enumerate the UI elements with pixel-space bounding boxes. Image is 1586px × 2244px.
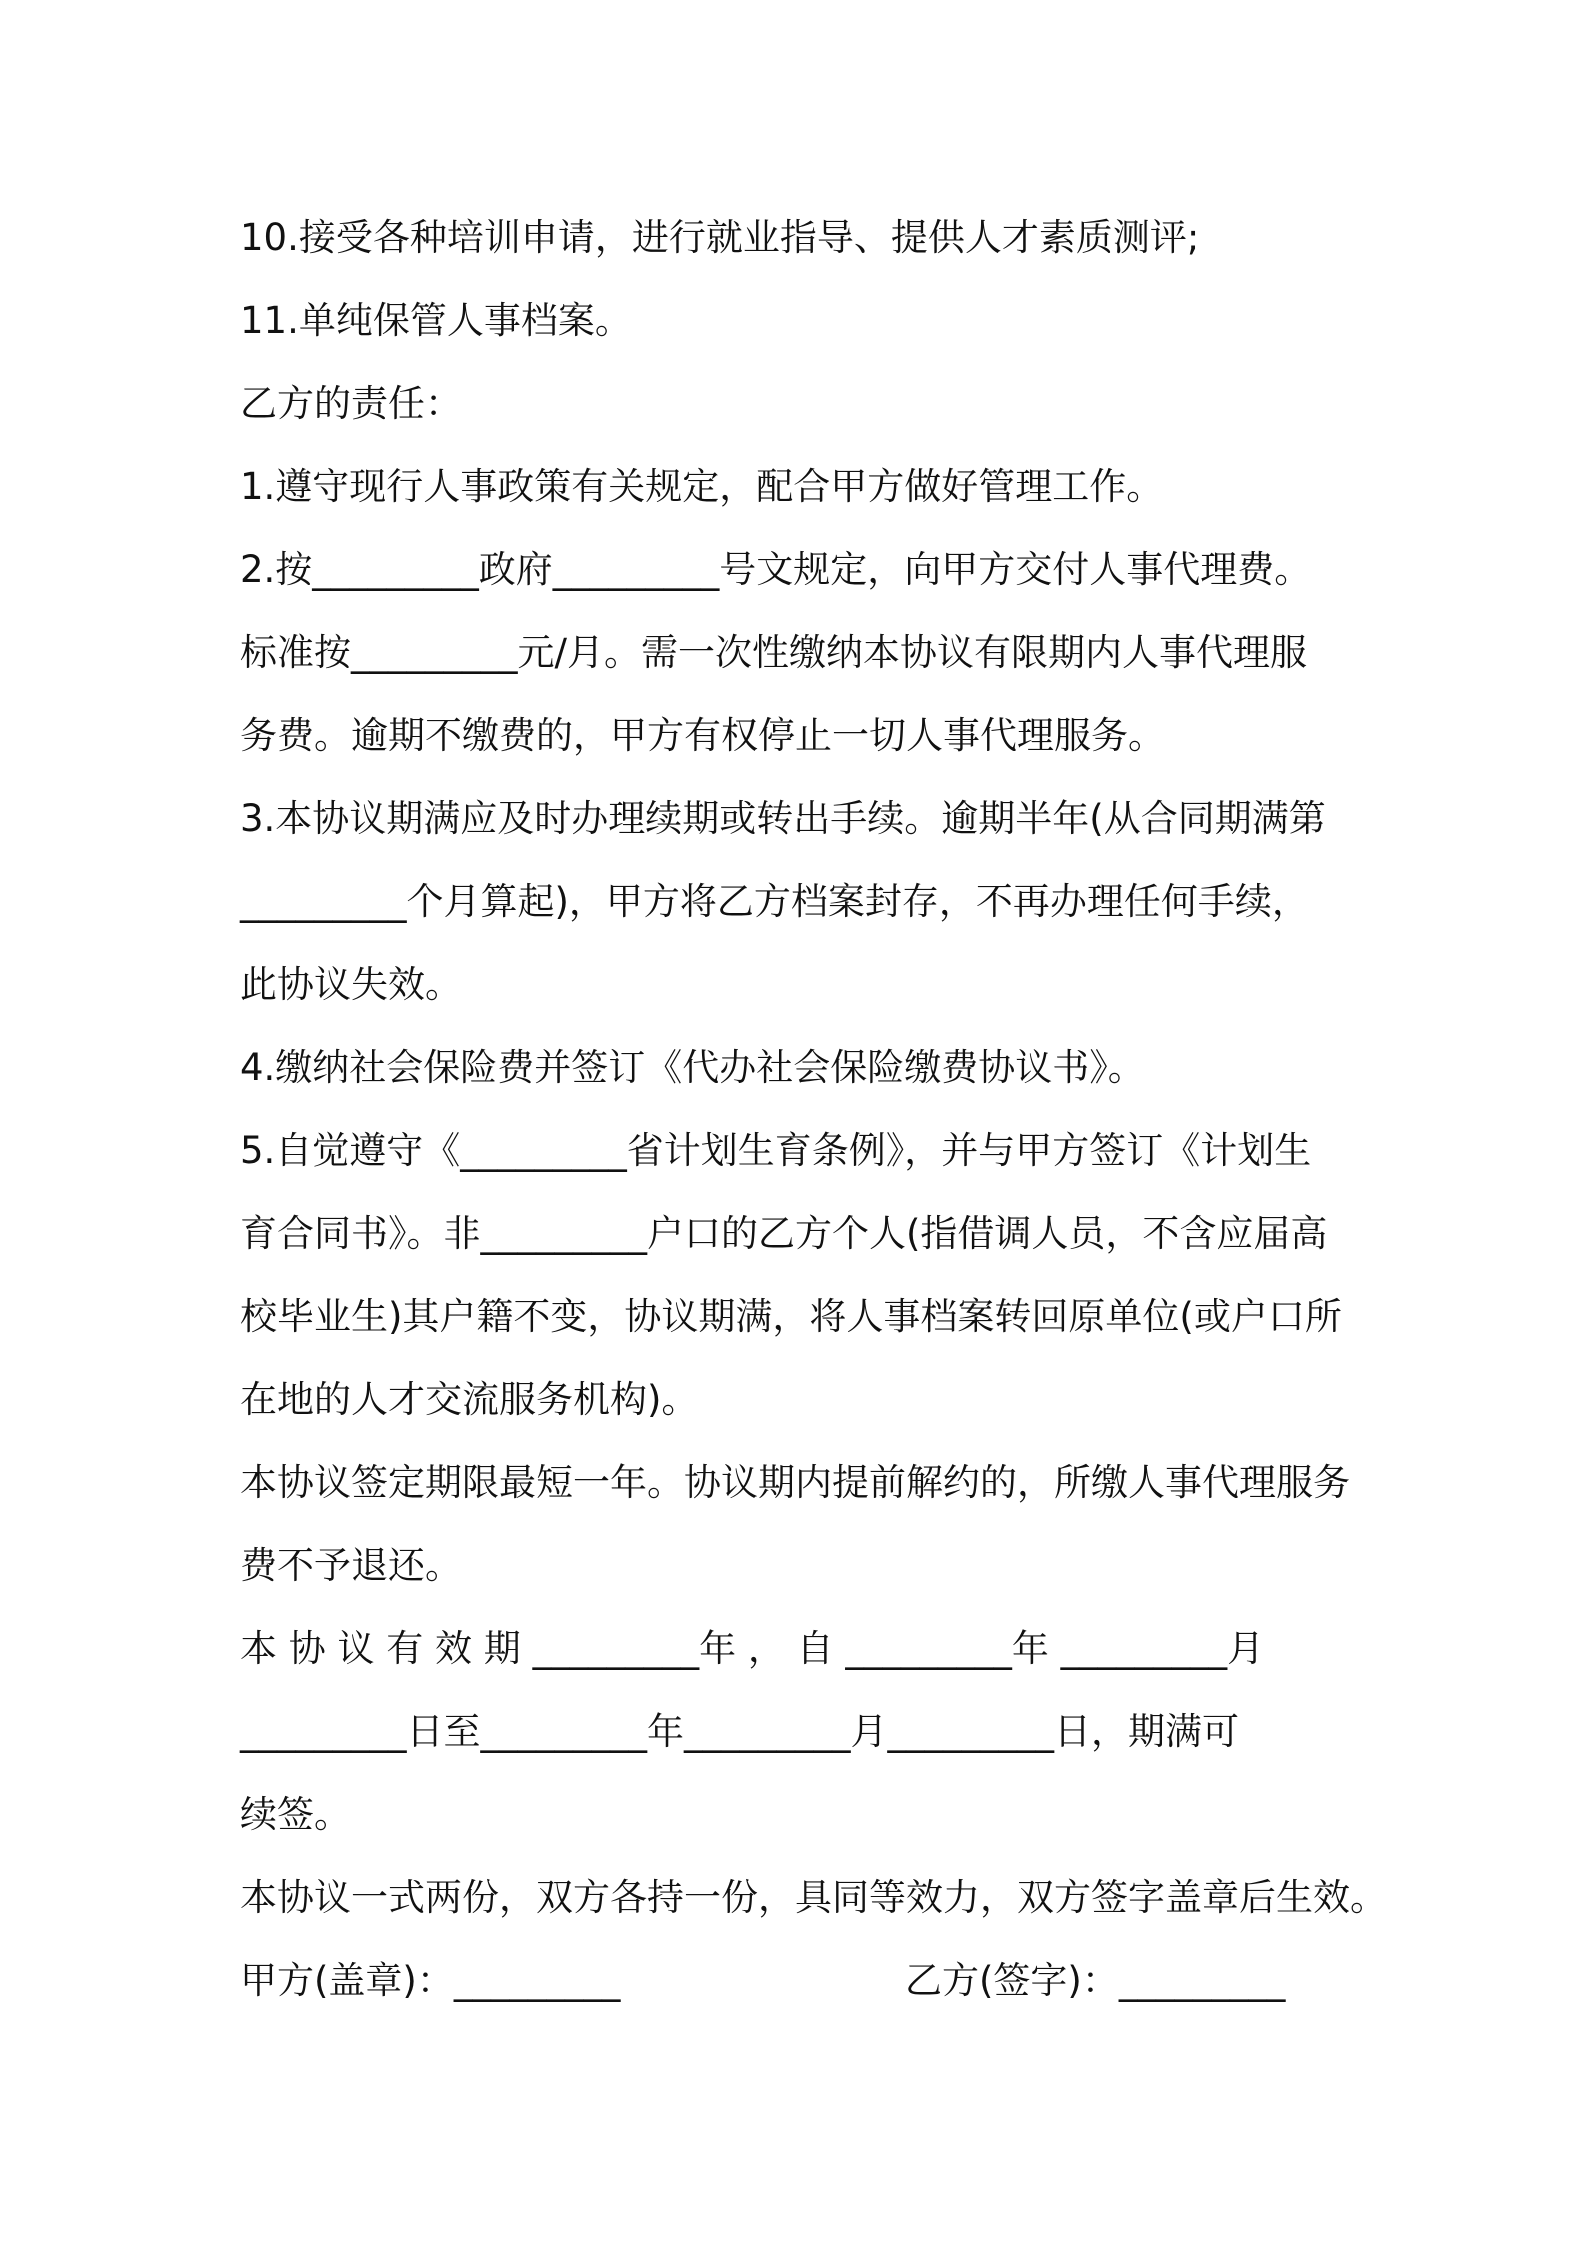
- validity-period-line-3: 续签。: [240, 1793, 351, 1836]
- responsibility-5-line-3: 校毕业生)其户籍不变，协议期满，将人事档案转回原单位(或户口所: [240, 1295, 1342, 1338]
- party-b-signature-field: 乙方(签字)：_________: [905, 1959, 1286, 2002]
- responsibility-5-line-4: 在地的人才交流服务机构)。: [240, 1378, 699, 1421]
- clause-11: 11.单纯保管人事档案。: [240, 299, 632, 342]
- term-clause-line-1: 本协议签定期限最短一年。协议期内提前解约的，所缴人事代理服务: [240, 1461, 1350, 1504]
- responsibility-2-line-1: 2.按_________政府_________号文规定，向甲方交付人事代理费。: [240, 548, 1312, 591]
- copies-clause: 本协议一式两份，双方各持一份，具同等效力，双方签字盖章后生效。: [240, 1876, 1387, 1919]
- responsibility-3-line-3: 此协议失效。: [240, 963, 462, 1006]
- document-body: [240, 196, 1387, 2022]
- term-clause-line-2: 费不予退还。: [240, 1544, 462, 1587]
- party-b-responsibilities-heading: 乙方的责任：: [240, 382, 462, 425]
- responsibility-2-line-2: 标准按_________元/月。需一次性缴纳本协议有限期内人事代理服: [240, 631, 1307, 674]
- responsibility-5-line-1: 5.自觉遵守《_________省计划生育条例》，并与甲方签订《计划生: [240, 1129, 1312, 1172]
- responsibility-4: 4.缴纳社会保险费并签订《代办社会保险缴费协议书》。: [240, 1046, 1145, 1089]
- party-a-seal-field: 甲方(盖章)：_________: [240, 1959, 621, 2002]
- validity-period-line-2: _________日至_________年_________月_________日，期满可: [240, 1710, 1239, 1753]
- responsibility-3-line-1: 3.本协议期满应及时办理续期或转出手续。逾期半年(从合同期满第: [240, 797, 1326, 840]
- clause-10: 10.接受各种培训申请，进行就业指导、提供人才素质测评;: [240, 216, 1200, 259]
- validity-period-line-1: 本 协 议 有 效 期 _________年 ， 自 _________年 _________月: [240, 1627, 1265, 1670]
- responsibility-2-line-3: 务费。逾期不缴费的，甲方有权停止一切人事代理服务。: [240, 714, 1165, 757]
- responsibility-5-line-2: 育合同书》。非_________户口的乙方个人(指借调人员，不含应届高: [240, 1212, 1328, 1255]
- responsibility-1: 1.遵守现行人事政策有关规定，配合甲方做好管理工作。: [240, 465, 1164, 508]
- signature-row: [240, 1939, 1360, 2022]
- responsibility-3-line-2: _________个月算起)，甲方将乙方档案封存，不再办理任何手续，: [240, 880, 1309, 923]
